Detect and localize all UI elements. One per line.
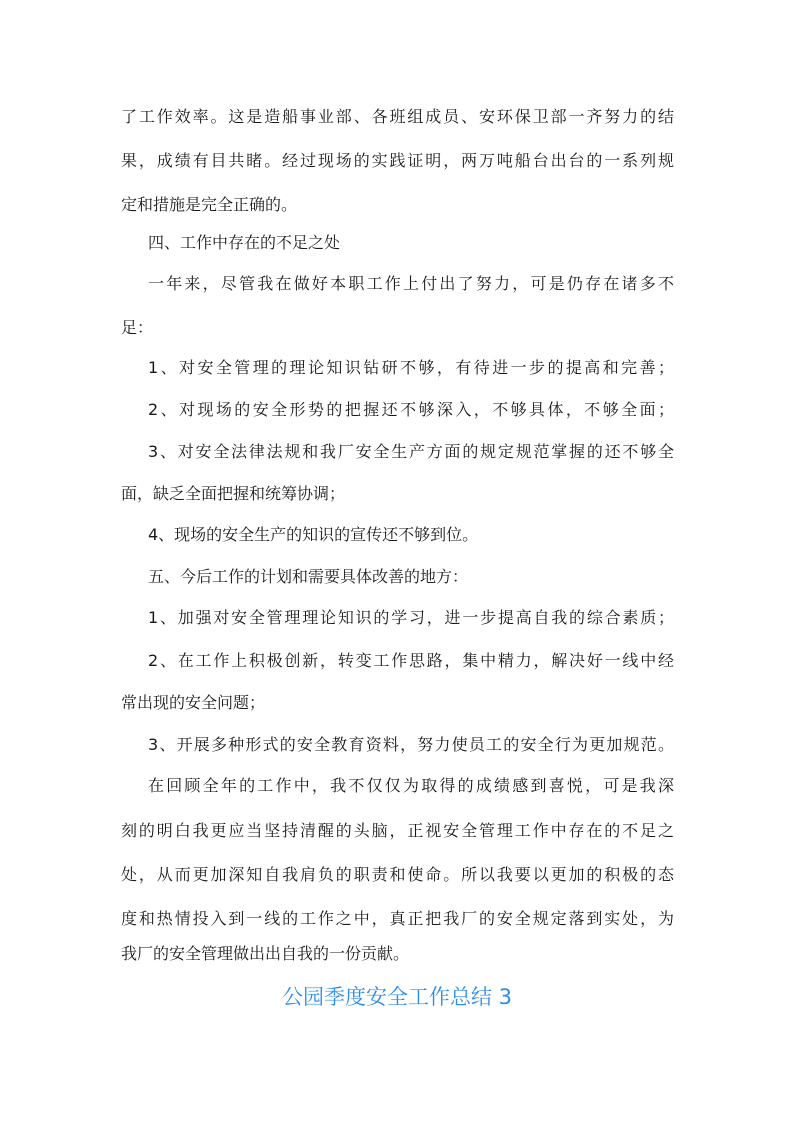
- paragraph-line: 处，从而更加深知自我肩负的职责和使命。所以我要以更加的积极的态: [121, 865, 674, 884]
- list-item: 1、加强对安全管理理论知识的学习，进一步提高自我的综合素质；: [148, 608, 674, 627]
- paragraph-line: 定和措施是完全正确的。: [121, 195, 298, 214]
- paragraph-line: 一年来，尽管我在做好本职工作上付出了努力，可是仍存在诸多不: [148, 274, 674, 293]
- list-item: 4、现场的安全生产的知识的宣传还不够到位。: [148, 525, 479, 544]
- paragraph-line: 了工作效率。这是造船事业部、各班组成员、安环保卫部一齐努力的结: [121, 107, 674, 126]
- section-heading: 四、工作中存在的不足之处: [148, 233, 341, 252]
- paragraph-line: 度和热情投入到一线的工作之中，真正把我厂的安全规定落到实处，为: [121, 909, 674, 928]
- next-section-title: 公园季度安全工作总结 3: [281, 985, 513, 1009]
- list-item: 2、对现场的安全形势的把握还不够深入，不够具体，不够全面；: [148, 400, 674, 419]
- section-heading: 五、今后工作的计划和需要具体改善的地方：: [148, 567, 469, 586]
- list-item: 3、对安全法律法规和我厂安全生产方面的规定规范掌握的还不够全: [148, 442, 674, 461]
- list-item: 3、开展多种形式的安全教育资料，努力使员工的安全行为更加规范。: [148, 735, 674, 754]
- paragraph-line: 常出现的安全问题；: [121, 693, 266, 712]
- paragraph-line: 在回顾全年的工作中，我不仅仅为取得的成绩感到喜悦，可是我深: [148, 776, 674, 795]
- list-item: 1、对安全管理的理论知识钻研不够，有待进一步的提高和完善；: [148, 358, 674, 377]
- paragraph-line: 足：: [121, 318, 154, 337]
- paragraph-line: 刻的明白我更应当坚持清醒的头脑，正视安全管理工作中存在的不足之: [121, 821, 674, 840]
- paragraph-line: 果，成绩有目共睹。经过现场的实践证明，两万吨船台出台的一系列规: [121, 151, 674, 170]
- paragraph-line: 我厂的安全管理做出出自我的一份贡献。: [121, 944, 410, 963]
- list-item: 2、在工作上积极创新，转变工作思路，集中精力，解决好一线中经: [148, 651, 674, 670]
- paragraph-line: 面，缺乏全面把握和统筹协调；: [121, 484, 346, 503]
